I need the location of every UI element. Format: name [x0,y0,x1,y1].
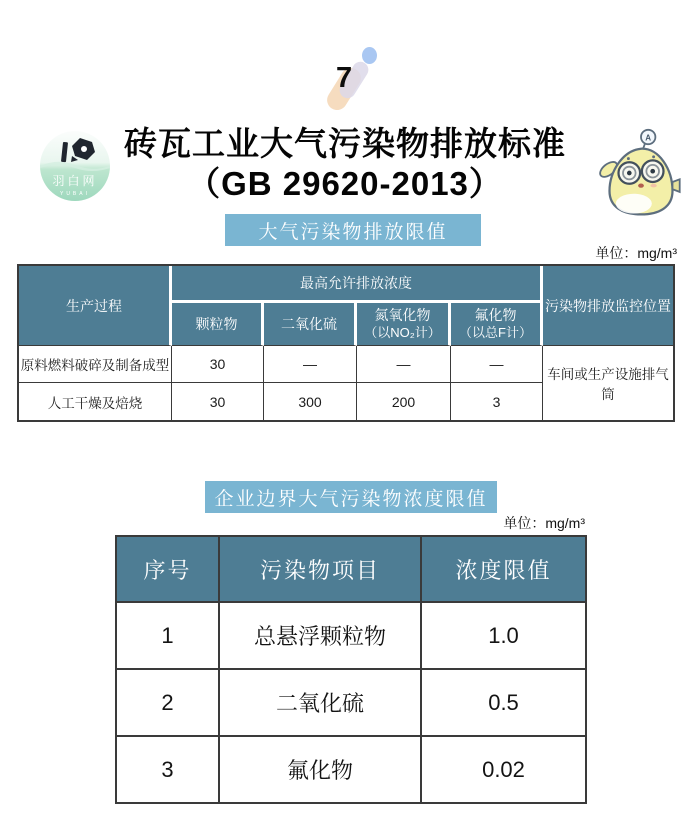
emission-table [17,264,675,422]
cell-process-2: 人工干燥及焙烧 [19,383,172,420]
cell-limit-3: 0.02 [421,736,586,803]
col-header-so2-label: 二氧化硫 [281,316,337,332]
cell-pollutant-2: 二氧化硫 [219,669,421,736]
title-line-2: （GB 29620-2013） [187,165,503,202]
emission-unit-label: 单位：mg/m³ [595,245,677,261]
emission-banner [225,214,481,246]
cell-index-1: 1 [116,602,219,669]
boundary-banner-label: 企业边界大气污染物浓度限值 [214,488,488,510]
page-number: 7 [336,62,353,94]
svg-text:A: A [645,133,652,143]
boundary-banner [205,481,497,513]
title-line-1: 砖瓦工业大气污染物排放标准 [124,125,566,162]
col-header-so2 [264,303,357,346]
boundary-table [115,535,587,804]
cell-process-1: 原料燃料破碎及制备成型 [19,346,172,383]
col-header-particulate-label: 颗粒物 [195,316,238,332]
page-title [110,124,580,204]
col-header-process: 生产过程 [19,266,172,346]
col-header-fluoride [451,303,543,346]
cell-limit-1: 1.0 [421,602,586,669]
mascot-icon [596,126,686,225]
col-header-limit: 浓度限值 [421,536,586,602]
table-row [116,736,586,803]
cell-r2-fluoride: 3 [451,383,543,420]
cell-index-3: 3 [116,736,219,803]
boundary-unit-label: 单位：mg/m³ [503,515,585,531]
emission-banner-label: 大气污染物排放限值 [258,221,448,243]
col-header-fluoride-label: 氟化物 [474,307,517,323]
site-logo-icon [38,128,112,213]
cell-r1-particulate: 30 [172,346,264,383]
cell-pollutant-1: 总悬浮颗粒物 [219,602,421,669]
table-row [116,669,586,736]
table-header-row [116,536,586,602]
col-header-index: 序号 [116,536,219,602]
cell-index-2: 2 [116,669,219,736]
cell-r2-particulate: 30 [172,383,264,420]
cell-pollutant-3: 氟化物 [219,736,421,803]
cell-r2-so2: 300 [264,383,357,420]
cell-r1-nox: — [357,346,451,383]
col-header-nox-label: 氮氧化物 [374,307,431,323]
cell-monitor-location: 车间或生产设施排气筒 [543,346,673,420]
page-number-badge [320,36,400,112]
col-header-max-concentration: 最高允许排放浓度 [172,266,543,303]
col-header-particulate [172,303,264,346]
decor-blue-dot [362,47,377,64]
col-header-nox-qualifier: （以NO₂计） [364,325,441,340]
cell-r1-fluoride: — [451,346,543,383]
col-header-fluoride-qualifier: （以总F计） [459,325,532,340]
logo-sub-text: YUBAI [59,191,91,197]
col-header-pollutant: 污染物项目 [219,536,421,602]
cell-r1-so2: — [264,346,357,383]
cell-limit-2: 0.5 [421,669,586,736]
table-row [19,346,673,383]
col-header-nox [357,303,451,346]
col-header-monitor-location: 污染物排放监控位置 [543,266,673,346]
logo-name-text: 羽白网 [52,174,98,188]
cell-r2-nox: 200 [357,383,451,420]
table-row [116,602,586,669]
